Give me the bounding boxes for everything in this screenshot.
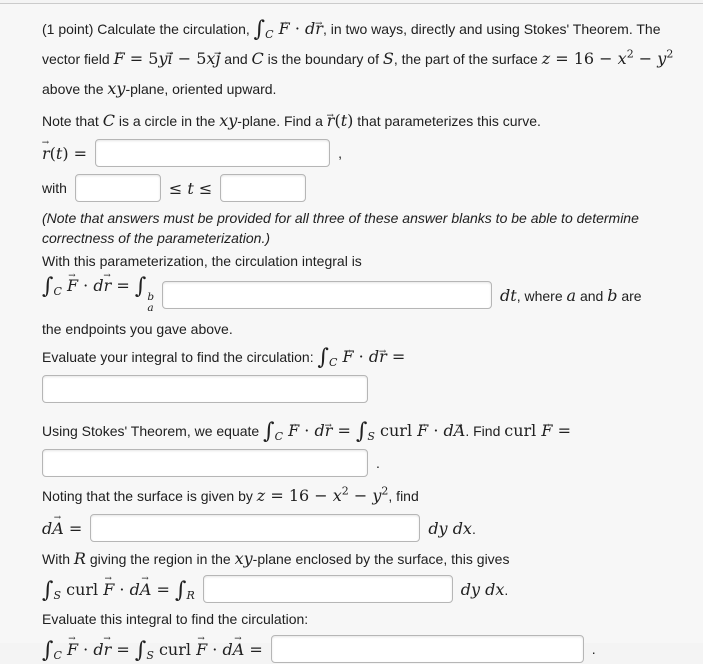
dA-label: dA → = [42, 519, 82, 538]
rt-input[interactable] [95, 139, 330, 167]
t-range-label: ≤ t ≤ [168, 178, 213, 198]
webwork-problem-page [0, 3, 703, 663]
parameterize-instruction: Note that C is a circle in the xy-plane. Find a r →(t) that parameterizes this curve. [42, 108, 683, 134]
dydx2-label: dy dx. [460, 579, 509, 599]
curl-period-text: . [376, 455, 380, 471]
flux-integral-row [42, 574, 683, 604]
parameterization-setup-line: With this parameterization, the circulation integral is [42, 253, 362, 269]
evaluate-stokes-line: Evaluate this integral to find the circulation: [42, 611, 309, 627]
final-period-text: . [591, 641, 596, 657]
curl-answer-row [42, 448, 683, 478]
surface-line: Noting that the surface is given by $z = 16 - x^2 - y^2$, find [42, 484, 419, 505]
curl-input[interactable] [42, 449, 368, 477]
final-answer-row [42, 634, 683, 664]
flux-integral-lhs: $\int_S$ curl F → · dA → = $\int_R$ [42, 580, 195, 599]
circulation-direct-row [42, 374, 683, 404]
region-integrand-input[interactable] [203, 575, 453, 603]
dydx-label: dy dx. [428, 518, 476, 538]
t-range-row [42, 173, 683, 203]
circulation-integral-suffix: dt, where a and b are [500, 285, 642, 305]
final-equation-lhs: $\int_C$ F → · dr → = $\int_S$ curl F → · dA → = [42, 640, 263, 659]
circulation-integral-row [42, 276, 683, 314]
integrand-input[interactable] [162, 281, 492, 309]
region-line: With R giving the region in the xy-plane enclosed by the surface, this gives [42, 549, 510, 568]
answer-blanks-note: (Note that answers must be provided for all three of these answer blanks to be able to determine correctness of the parameterization.) [42, 210, 639, 246]
t-lower-input[interactable] [75, 174, 161, 202]
circulation-direct-input[interactable] [42, 375, 368, 403]
t-upper-input[interactable] [220, 174, 306, 202]
rt-equation-label: r →(t) = [42, 144, 87, 163]
stokes-equate-line: Using Stokes' Theorem, we equate $\int_C$ F → · dr → = $\int_S$ curl F → · dA →. Find curl F → = [42, 418, 683, 444]
with-label: with [42, 180, 67, 196]
dA-answer-row [42, 513, 683, 543]
problem-statement: (1 point) Calculate the circulation, $\int_C$ F → · dr →, in two ways, directly and using Stokes' Theorem. The vector field F → = 5yi → − 5xj → and C is the boundary of S, the part of the surface $z = 16 - x^2 - y^2$ above the xy-plane, oriented upward. [42, 14, 683, 104]
endpoints-line: the endpoints you gave above. [42, 321, 233, 337]
evaluate-direct-line: Evaluate your integral to find the circulation: $\int_C$ F → · dr → = [42, 344, 683, 370]
rt-answer-row [42, 138, 683, 168]
comma-text: , [338, 145, 342, 161]
circulation-integral-lhs: $\int_C$ F → · dr → = ∫ b a [42, 276, 154, 314]
circulation-stokes-input[interactable] [271, 635, 584, 663]
dA-input[interactable] [90, 514, 420, 542]
